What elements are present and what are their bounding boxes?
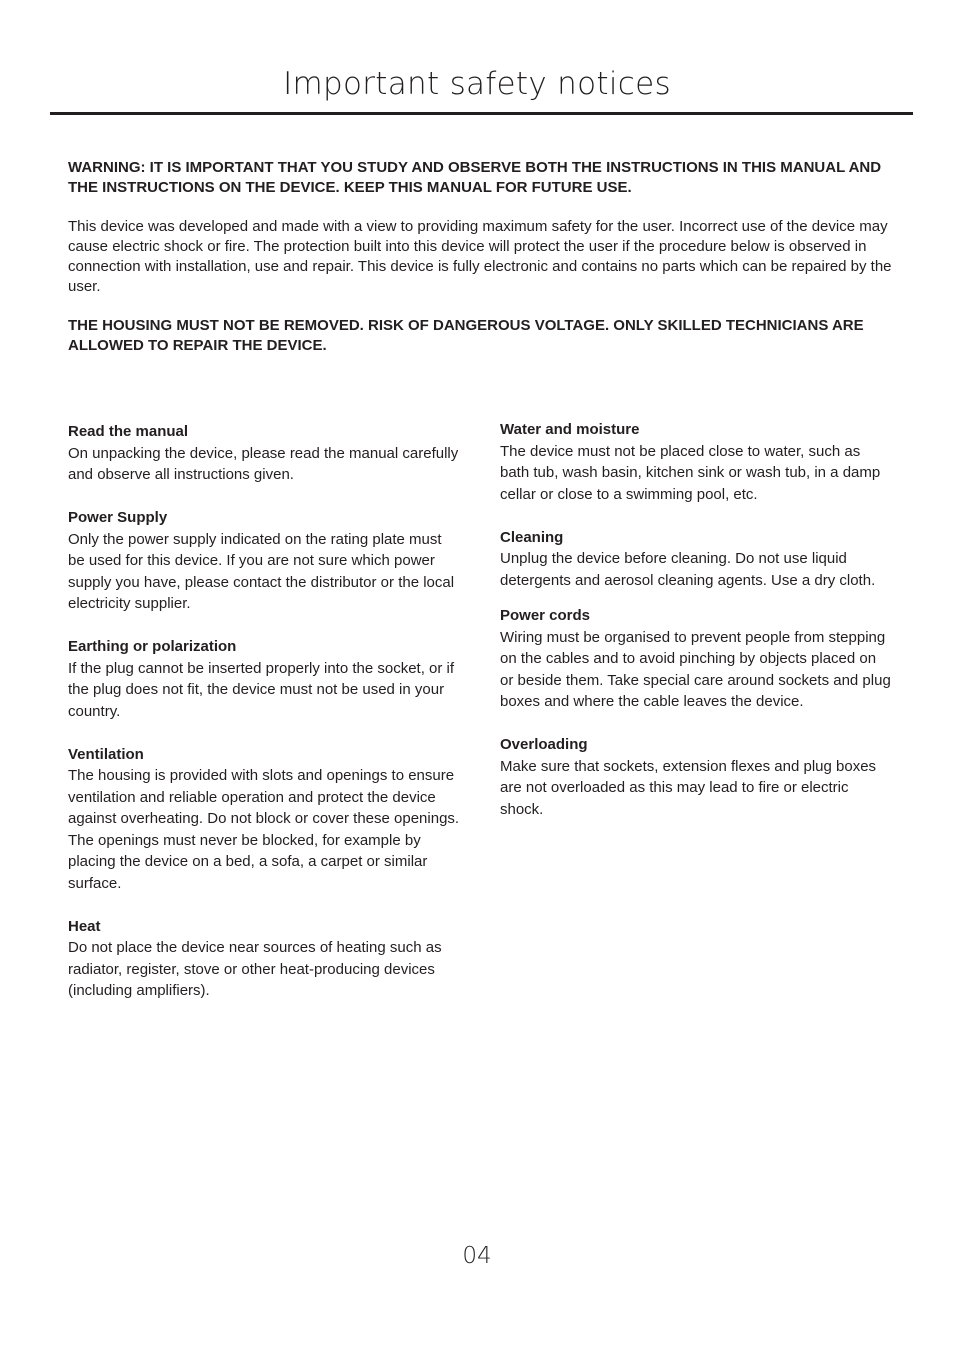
section-heading: Earthing or polarization: [68, 638, 237, 655]
housing-warning-text: THE HOUSING MUST NOT BE REMOVED. RISK OF DANGEROUS VOLTAGE. ONLY SKILLED TECHNICIANS ARE ALLOWED TO REPAIR THE DEVICE.: [68, 317, 864, 354]
section-heading: Ventilation: [68, 745, 144, 763]
section-heading: Water and moisture: [500, 421, 640, 438]
section-earthing: [68, 636, 460, 722]
section-ventilation: [68, 744, 460, 895]
section-cleaning: [500, 527, 892, 592]
section-overloading: [500, 734, 892, 820]
section-heading: Read the manual: [68, 423, 189, 440]
section-read-the-manual: [68, 421, 460, 486]
section-text: The housing is provided with slots and openings to ensure ventilation and reliable operation and protect the device against overheating. Do not block or cover these openings. The openings must never be blocked, for example by placing the device on a bed, a sofa, a carpet or similar surface.: [68, 767, 460, 892]
section-power-cords: [500, 605, 892, 713]
left-column: [68, 421, 460, 1023]
title-divider: [50, 112, 913, 115]
right-column: [500, 419, 892, 842]
intro-block: [68, 158, 898, 375]
section-text: The device must not be placed close to water, such as bath tub, wash basin, kitchen sink or wash tub, in a damp cellar or close to a swimming pool, etc.: [500, 442, 881, 503]
section-text: Only the power supply indicated on the rating plate must be used for this device. If you are not sure which power supply you have, please contact the distributor or the local electricity supplier.: [68, 530, 455, 612]
section-heading: Overloading: [500, 736, 588, 753]
section-heading: Heat: [68, 917, 101, 935]
section-heading: Power cords: [500, 607, 591, 624]
section-heading: Power Supply: [68, 509, 168, 526]
section-water-and-moisture: [500, 419, 892, 505]
page-number: 04: [462, 1243, 492, 1269]
warning-text: WARNING: IT IS IMPORTANT THAT YOU STUDY AND OBSERVE BOTH THE INSTRUCTIONS IN THIS MANUAL AND THE INSTRUCTIONS ON THE DEVICE. KEEP THIS MANUAL FOR FUTURE USE.: [68, 159, 882, 196]
page-title: Important safety notices: [283, 66, 671, 102]
section-heading: Cleaning: [500, 528, 564, 546]
intro-body-text: This device was developed and made with a view to providing maximum safety for the user. Incorrect use of the device may cause electric shock or fire. The protection built into this device will protect the user if the procedure below is observed in connection with installation, use and repair. This device is fully electronic and contains no parts which can be repaired by the user.: [68, 218, 892, 295]
section-heat: [68, 916, 460, 1002]
section-power-supply: [68, 507, 460, 615]
section-text: On unpacking the device, please read the manual carefully and observe all instructions given.: [68, 444, 459, 483]
section-text: Wiring must be organised to prevent people from stepping on the cables and to avoid pinching by objects placed on or beside them. Take special care around sockets and plug boxes and where the cable leaves the device.: [500, 628, 891, 710]
section-text: Make sure that sockets, extension flexes and plug boxes are not overloaded as this may lead to fire or electric shock.: [500, 757, 877, 818]
section-text: Unplug the device before cleaning. Do not use liquid detergents and aerosol cleaning agents. Use a dry cloth.: [500, 550, 876, 589]
section-text: If the plug cannot be inserted properly into the socket, or if the plug does not fit, the device must not be used in your country.: [68, 659, 455, 720]
section-text: Do not place the device near sources of heating such as radiator, register, stove or other heat-producing devices (including amplifiers).: [68, 939, 442, 999]
